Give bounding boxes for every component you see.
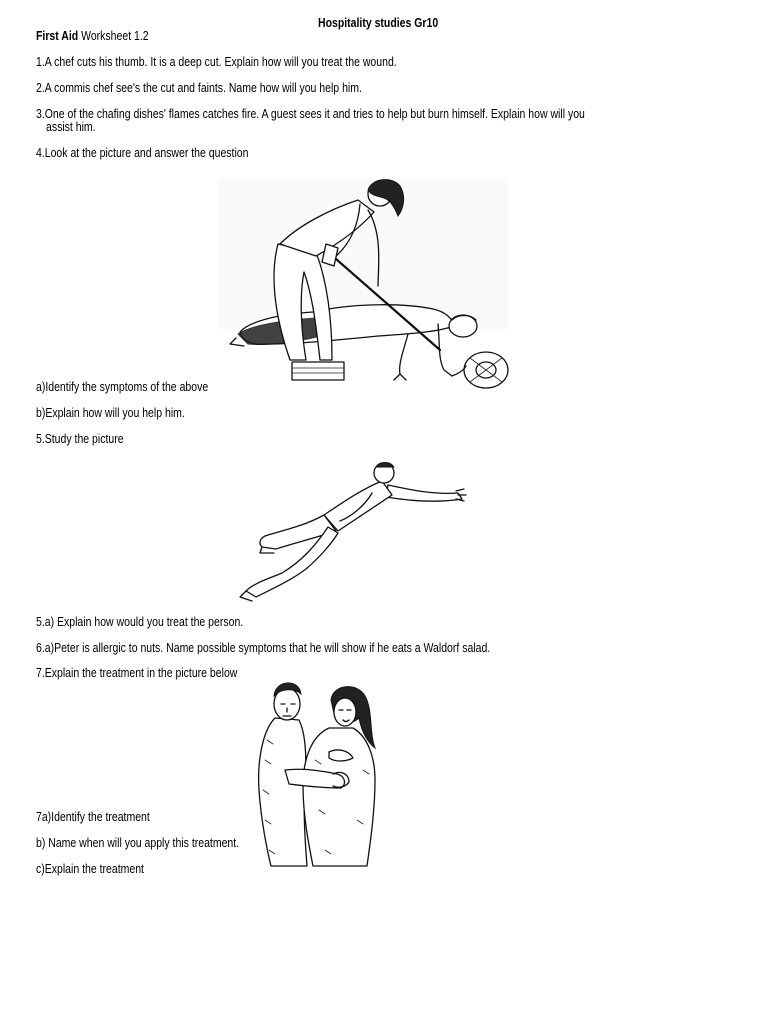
question-7: 7.Explain the treatment in the picture below — [36, 666, 238, 680]
worksheet-title: Hospitality studies Gr10 — [318, 16, 439, 30]
question-3-line-1: 3.One of the chafing dishes' flames catches fire. A guest sees it and tries to help but burn himself. Explain how will you — [36, 107, 585, 121]
question-7a: 7a)Identify the treatment — [36, 810, 150, 824]
question-5a: 5.a) Explain how would you treat the person. — [36, 615, 244, 629]
question-1: 1.A chef cuts his thumb. It is a deep cut. Explain how will you treat the wound. — [36, 55, 397, 69]
question-7c: c)Explain the treatment — [36, 862, 144, 876]
worksheet-number: Worksheet 1.2 — [78, 29, 149, 43]
question-4: 4.Look at the picture and answer the question — [36, 146, 249, 160]
question-7b: b) Name when will you apply this treatment. — [36, 836, 240, 850]
question-3-line-2: assist him. — [46, 120, 96, 134]
electric-shock-rescue-illustration — [208, 174, 516, 394]
question-2: 2.A commis chef see's the cut and faints. Name how will you help him. — [36, 81, 362, 95]
recovery-position-illustration — [232, 455, 468, 607]
worksheet-subtitle — [36, 29, 149, 43]
question-4a: a)Identify the symptoms of the above — [36, 380, 209, 394]
subject-label: First Aid — [36, 29, 79, 43]
question-6a: 6.a)Peter is allergic to nuts. Name possible symptoms that he will show if he eats a Waldorf salad. — [36, 641, 491, 655]
heimlich-maneuver-illustration — [245, 670, 395, 872]
question-4b: b)Explain how will you help him. — [36, 406, 185, 420]
question-5: 5.Study the picture — [36, 432, 124, 446]
